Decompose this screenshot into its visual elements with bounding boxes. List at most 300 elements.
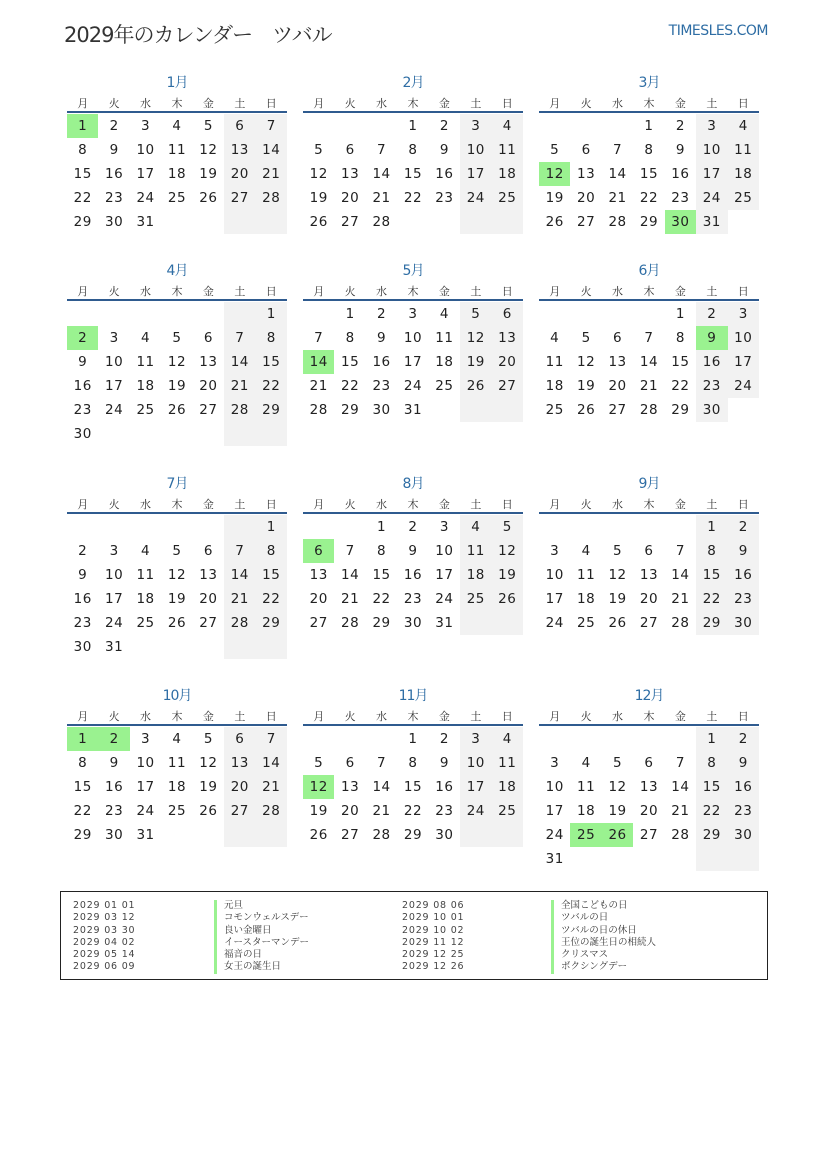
day-cell[interactable]: 1 — [345, 306, 355, 322]
day-cell[interactable]: 21 — [372, 190, 391, 206]
day-cell[interactable]: 16 — [435, 166, 454, 182]
day-cell[interactable]: 9 — [675, 142, 685, 158]
day-cell[interactable]: 3 — [550, 755, 560, 771]
day-cell[interactable]: 1 — [256, 515, 287, 539]
day-cell[interactable]: 17 — [545, 803, 564, 819]
day-cell[interactable]: 29 — [696, 611, 727, 635]
day-cell[interactable]: 17 — [460, 775, 491, 799]
day-cell[interactable]: 8 — [256, 539, 287, 563]
day-cell[interactable]: 21 — [224, 374, 255, 398]
day-cell[interactable]: 6 — [345, 142, 355, 158]
day-cell[interactable]: 3 — [141, 118, 151, 134]
day-cell[interactable]: 20 — [639, 591, 659, 607]
day-cell[interactable]: 20 — [199, 378, 218, 394]
day-cell[interactable]: 12 — [608, 567, 627, 583]
day-cell[interactable]: 11 — [545, 354, 564, 370]
day-cell[interactable]: 9 — [109, 755, 119, 771]
day-cell[interactable]: 13 — [309, 567, 328, 583]
day-cell[interactable]: 13 — [577, 166, 596, 182]
day-cell[interactable]: 15 — [671, 354, 690, 370]
day-cell[interactable]: 13 — [224, 138, 255, 162]
day-cell[interactable]: 19 — [199, 166, 218, 182]
day-cell[interactable]: 14 — [639, 354, 659, 370]
day-cell[interactable]: 17 — [460, 162, 491, 186]
day-cell[interactable]: 2 — [728, 515, 759, 539]
day-cell[interactable]: 5 — [314, 755, 324, 771]
day-cell[interactable]: 4 — [439, 306, 449, 322]
day-cell[interactable]: 29 — [696, 823, 727, 847]
day-cell[interactable]: 7 — [314, 330, 324, 346]
day-cell[interactable]: 3 — [439, 519, 449, 535]
day-cell[interactable]: 11 — [435, 330, 454, 346]
day-cell[interactable]: 15 — [256, 563, 287, 587]
day-cell[interactable]: 28 — [309, 402, 328, 418]
day-cell[interactable]: 8 — [78, 755, 88, 771]
day-cell[interactable]: 10 — [136, 755, 155, 771]
day-cell[interactable]: 18 — [435, 354, 454, 370]
day-cell[interactable]: 6 — [203, 330, 213, 346]
day-cell[interactable]: 24 — [728, 374, 759, 398]
day-cell[interactable]: 13 — [341, 166, 360, 182]
day-cell[interactable]: 6 — [613, 330, 623, 346]
day-cell[interactable]: 7 — [675, 543, 685, 559]
day-cell[interactable]: 30 — [403, 615, 423, 631]
day-cell[interactable]: 9 — [78, 567, 88, 583]
day-cell[interactable]: 22 — [696, 799, 727, 823]
day-cell[interactable]: 11 — [167, 755, 187, 771]
day-cell[interactable]: 10 — [105, 354, 124, 370]
day-cell[interactable]: 11 — [167, 142, 187, 158]
day-cell[interactable]: 14 — [256, 138, 287, 162]
day-cell[interactable]: 25 — [435, 378, 454, 394]
day-cell[interactable]: 6 — [644, 755, 654, 771]
day-cell[interactable]: 19 — [577, 378, 596, 394]
day-cell[interactable]: 16 — [728, 775, 759, 799]
day-cell[interactable]: 27 — [224, 186, 255, 210]
day-cell[interactable]: 8 — [377, 543, 387, 559]
day-cell[interactable]: 2 — [439, 118, 449, 134]
day-cell[interactable]: 2 — [439, 731, 449, 747]
day-cell[interactable]: 17 — [136, 779, 155, 795]
day-cell[interactable]: 30 — [73, 639, 92, 655]
day-cell[interactable]: 5 — [203, 118, 213, 134]
day-cell[interactable]: 24 — [696, 186, 727, 210]
holiday-day-cell[interactable]: 14 — [303, 350, 334, 374]
day-cell[interactable]: 16 — [73, 378, 92, 394]
day-cell[interactable]: 30 — [728, 611, 759, 635]
day-cell[interactable]: 23 — [728, 587, 759, 611]
day-cell[interactable]: 13 — [639, 567, 659, 583]
day-cell[interactable]: 19 — [167, 591, 187, 607]
holiday-day-cell[interactable]: 25 — [570, 823, 601, 847]
day-cell[interactable]: 13 — [224, 751, 255, 775]
day-cell[interactable]: 11 — [728, 138, 759, 162]
day-cell[interactable]: 18 — [728, 162, 759, 186]
holiday-day-cell[interactable]: 12 — [303, 775, 334, 799]
day-cell[interactable]: 16 — [696, 350, 727, 374]
day-cell[interactable]: 14 — [608, 166, 627, 182]
day-cell[interactable]: 5 — [203, 731, 213, 747]
day-cell[interactable]: 25 — [167, 190, 187, 206]
day-cell[interactable]: 15 — [372, 567, 391, 583]
day-cell[interactable]: 27 — [341, 214, 360, 230]
day-cell[interactable]: 1 — [644, 118, 654, 134]
day-cell[interactable]: 23 — [728, 799, 759, 823]
day-cell[interactable]: 22 — [256, 374, 287, 398]
day-cell[interactable]: 3 — [728, 302, 759, 326]
day-cell[interactable]: 21 — [671, 591, 690, 607]
day-cell[interactable]: 8 — [408, 142, 418, 158]
day-cell[interactable]: 14 — [671, 779, 690, 795]
day-cell[interactable]: 27 — [309, 615, 328, 631]
day-cell[interactable]: 26 — [167, 615, 187, 631]
holiday-day-cell[interactable]: 6 — [303, 539, 334, 563]
day-cell[interactable]: 18 — [167, 166, 187, 182]
day-cell[interactable]: 21 — [608, 190, 627, 206]
day-cell[interactable]: 12 — [460, 326, 491, 350]
day-cell[interactable]: 12 — [199, 142, 218, 158]
day-cell[interactable]: 16 — [671, 166, 690, 182]
day-cell[interactable]: 13 — [199, 567, 218, 583]
day-cell[interactable]: 3 — [550, 543, 560, 559]
day-cell[interactable]: 15 — [696, 563, 727, 587]
holiday-day-cell[interactable]: 1 — [67, 114, 98, 138]
day-cell[interactable]: 12 — [608, 779, 627, 795]
day-cell[interactable]: 24 — [136, 190, 155, 206]
day-cell[interactable]: 27 — [199, 402, 218, 418]
holiday-day-cell[interactable]: 12 — [539, 162, 570, 186]
day-cell[interactable]: 5 — [172, 330, 182, 346]
day-cell[interactable]: 4 — [460, 515, 491, 539]
day-cell[interactable]: 29 — [403, 827, 423, 843]
day-cell[interactable]: 15 — [403, 166, 423, 182]
day-cell[interactable]: 28 — [639, 402, 659, 418]
day-cell[interactable]: 17 — [545, 591, 564, 607]
day-cell[interactable]: 28 — [372, 214, 391, 230]
day-cell[interactable]: 29 — [372, 615, 391, 631]
day-cell[interactable]: 12 — [199, 755, 218, 771]
day-cell[interactable]: 12 — [309, 166, 328, 182]
holiday-day-cell[interactable]: 2 — [67, 326, 98, 350]
day-cell[interactable]: 19 — [460, 350, 491, 374]
day-cell[interactable]: 5 — [550, 142, 560, 158]
day-cell[interactable]: 26 — [460, 374, 491, 398]
day-cell[interactable]: 23 — [671, 190, 690, 206]
day-cell[interactable]: 29 — [256, 398, 287, 422]
day-cell[interactable]: 31 — [696, 210, 727, 234]
day-cell[interactable]: 2 — [675, 118, 685, 134]
day-cell[interactable]: 31 — [105, 639, 124, 655]
day-cell[interactable]: 23 — [696, 374, 727, 398]
day-cell[interactable]: 30 — [696, 398, 727, 422]
day-cell[interactable]: 30 — [105, 827, 124, 843]
day-cell[interactable]: 6 — [224, 727, 255, 751]
day-cell[interactable]: 4 — [550, 330, 560, 346]
day-cell[interactable]: 15 — [341, 354, 360, 370]
day-cell[interactable]: 22 — [403, 190, 423, 206]
day-cell[interactable]: 14 — [256, 751, 287, 775]
day-cell[interactable]: 5 — [314, 142, 324, 158]
day-cell[interactable]: 5 — [492, 515, 523, 539]
day-cell[interactable]: 15 — [73, 166, 92, 182]
day-cell[interactable]: 20 — [224, 775, 255, 799]
day-cell[interactable]: 4 — [172, 731, 182, 747]
day-cell[interactable]: 29 — [639, 214, 659, 230]
day-cell[interactable]: 31 — [545, 851, 564, 867]
day-cell[interactable]: 21 — [256, 162, 287, 186]
day-cell[interactable]: 10 — [545, 779, 564, 795]
day-cell[interactable]: 7 — [613, 142, 623, 158]
day-cell[interactable]: 17 — [696, 162, 727, 186]
day-cell[interactable]: 21 — [256, 775, 287, 799]
day-cell[interactable]: 17 — [105, 591, 124, 607]
day-cell[interactable]: 4 — [492, 727, 523, 751]
day-cell[interactable]: 28 — [671, 615, 690, 631]
day-cell[interactable]: 14 — [372, 166, 391, 182]
day-cell[interactable]: 24 — [403, 378, 423, 394]
day-cell[interactable]: 7 — [675, 755, 685, 771]
day-cell[interactable]: 10 — [696, 138, 727, 162]
day-cell[interactable]: 8 — [696, 539, 727, 563]
day-cell[interactable]: 24 — [105, 615, 124, 631]
day-cell[interactable]: 3 — [141, 731, 151, 747]
day-cell[interactable]: 16 — [728, 563, 759, 587]
day-cell[interactable]: 19 — [309, 190, 328, 206]
day-cell[interactable]: 11 — [492, 138, 523, 162]
day-cell[interactable]: 17 — [728, 350, 759, 374]
day-cell[interactable]: 13 — [199, 354, 218, 370]
day-cell[interactable]: 30 — [728, 823, 759, 847]
day-cell[interactable]: 4 — [581, 543, 591, 559]
day-cell[interactable]: 10 — [545, 567, 564, 583]
day-cell[interactable]: 10 — [105, 567, 124, 583]
day-cell[interactable]: 12 — [167, 567, 187, 583]
day-cell[interactable]: 11 — [136, 354, 155, 370]
day-cell[interactable]: 23 — [73, 615, 92, 631]
day-cell[interactable]: 9 — [78, 354, 88, 370]
day-cell[interactable]: 23 — [372, 378, 391, 394]
day-cell[interactable]: 20 — [577, 190, 596, 206]
site-logo[interactable]: TIMESLES.COM — [668, 23, 768, 39]
day-cell[interactable]: 15 — [256, 350, 287, 374]
day-cell[interactable]: 30 — [105, 214, 124, 230]
day-cell[interactable]: 25 — [136, 615, 155, 631]
day-cell[interactable]: 22 — [341, 378, 360, 394]
day-cell[interactable]: 8 — [78, 142, 88, 158]
day-cell[interactable]: 20 — [309, 591, 328, 607]
day-cell[interactable]: 12 — [577, 354, 596, 370]
day-cell[interactable]: 23 — [403, 591, 423, 607]
day-cell[interactable]: 26 — [545, 214, 564, 230]
day-cell[interactable]: 20 — [639, 803, 659, 819]
day-cell[interactable]: 5 — [460, 302, 491, 326]
day-cell[interactable]: 25 — [167, 803, 187, 819]
day-cell[interactable]: 4 — [141, 543, 151, 559]
day-cell[interactable]: 26 — [199, 190, 218, 206]
day-cell[interactable]: 14 — [224, 350, 255, 374]
day-cell[interactable]: 19 — [608, 591, 627, 607]
day-cell[interactable]: 11 — [492, 751, 523, 775]
day-cell[interactable]: 23 — [435, 190, 454, 206]
day-cell[interactable]: 16 — [403, 567, 423, 583]
day-cell[interactable]: 24 — [545, 827, 564, 843]
day-cell[interactable]: 20 — [341, 803, 360, 819]
day-cell[interactable]: 25 — [136, 402, 155, 418]
day-cell[interactable]: 30 — [435, 827, 454, 843]
day-cell[interactable]: 22 — [73, 190, 92, 206]
day-cell[interactable]: 16 — [105, 779, 124, 795]
day-cell[interactable]: 28 — [608, 214, 627, 230]
day-cell[interactable]: 24 — [460, 186, 491, 210]
day-cell[interactable]: 21 — [671, 803, 690, 819]
day-cell[interactable]: 19 — [167, 378, 187, 394]
day-cell[interactable]: 18 — [460, 563, 491, 587]
holiday-day-cell[interactable]: 26 — [602, 823, 633, 847]
day-cell[interactable]: 24 — [136, 803, 155, 819]
day-cell[interactable]: 26 — [309, 827, 328, 843]
day-cell[interactable]: 17 — [136, 166, 155, 182]
day-cell[interactable]: 17 — [435, 567, 454, 583]
day-cell[interactable]: 22 — [639, 190, 659, 206]
day-cell[interactable]: 19 — [608, 803, 627, 819]
day-cell[interactable]: 14 — [224, 563, 255, 587]
day-cell[interactable]: 20 — [492, 350, 523, 374]
day-cell[interactable]: 23 — [105, 190, 124, 206]
day-cell[interactable]: 22 — [73, 803, 92, 819]
day-cell[interactable]: 10 — [403, 330, 423, 346]
day-cell[interactable]: 2 — [728, 727, 759, 751]
day-cell[interactable]: 20 — [608, 378, 627, 394]
day-cell[interactable]: 30 — [372, 402, 391, 418]
day-cell[interactable]: 1 — [408, 118, 418, 134]
day-cell[interactable]: 18 — [136, 591, 155, 607]
day-cell[interactable]: 11 — [460, 539, 491, 563]
day-cell[interactable]: 14 — [372, 779, 391, 795]
day-cell[interactable]: 5 — [581, 330, 591, 346]
day-cell[interactable]: 7 — [377, 755, 387, 771]
day-cell[interactable]: 28 — [224, 611, 255, 635]
day-cell[interactable]: 7 — [224, 539, 255, 563]
day-cell[interactable]: 9 — [728, 751, 759, 775]
day-cell[interactable]: 18 — [492, 162, 523, 186]
day-cell[interactable]: 4 — [492, 114, 523, 138]
day-cell[interactable]: 29 — [73, 827, 92, 843]
day-cell[interactable]: 18 — [577, 803, 596, 819]
day-cell[interactable]: 11 — [577, 567, 596, 583]
day-cell[interactable]: 10 — [435, 543, 454, 559]
day-cell[interactable]: 6 — [581, 142, 591, 158]
day-cell[interactable]: 10 — [460, 751, 491, 775]
day-cell[interactable]: 22 — [372, 591, 391, 607]
day-cell[interactable]: 1 — [696, 515, 727, 539]
day-cell[interactable]: 8 — [696, 751, 727, 775]
day-cell[interactable]: 29 — [671, 402, 690, 418]
day-cell[interactable]: 8 — [644, 142, 654, 158]
day-cell[interactable]: 26 — [608, 615, 627, 631]
day-cell[interactable]: 22 — [256, 587, 287, 611]
day-cell[interactable]: 29 — [341, 402, 360, 418]
day-cell[interactable]: 19 — [199, 779, 218, 795]
day-cell[interactable]: 7 — [256, 114, 287, 138]
day-cell[interactable]: 12 — [167, 354, 187, 370]
day-cell[interactable]: 11 — [136, 567, 155, 583]
day-cell[interactable]: 7 — [644, 330, 654, 346]
day-cell[interactable]: 11 — [577, 779, 596, 795]
day-cell[interactable]: 21 — [341, 591, 360, 607]
day-cell[interactable]: 10 — [460, 138, 491, 162]
day-cell[interactable]: 17 — [105, 378, 124, 394]
day-cell[interactable]: 19 — [545, 190, 564, 206]
holiday-day-cell[interactable]: 9 — [696, 326, 727, 350]
day-cell[interactable]: 15 — [73, 779, 92, 795]
day-cell[interactable]: 24 — [545, 615, 564, 631]
day-cell[interactable]: 20 — [224, 162, 255, 186]
day-cell[interactable]: 3 — [109, 330, 119, 346]
day-cell[interactable]: 8 — [256, 326, 287, 350]
day-cell[interactable]: 2 — [696, 302, 727, 326]
day-cell[interactable]: 16 — [435, 779, 454, 795]
day-cell[interactable]: 1 — [377, 519, 387, 535]
day-cell[interactable]: 23 — [105, 803, 124, 819]
day-cell[interactable]: 18 — [492, 775, 523, 799]
day-cell[interactable]: 21 — [224, 587, 255, 611]
day-cell[interactable]: 1 — [256, 302, 287, 326]
day-cell[interactable]: 10 — [136, 142, 155, 158]
day-cell[interactable]: 25 — [545, 402, 564, 418]
day-cell[interactable]: 14 — [671, 567, 690, 583]
day-cell[interactable]: 9 — [109, 142, 119, 158]
day-cell[interactable]: 4 — [581, 755, 591, 771]
holiday-day-cell[interactable]: 30 — [665, 210, 696, 234]
day-cell[interactable]: 29 — [73, 214, 92, 230]
day-cell[interactable]: 1 — [675, 306, 685, 322]
holiday-day-cell[interactable]: 2 — [98, 727, 129, 751]
day-cell[interactable]: 22 — [403, 803, 423, 819]
day-cell[interactable]: 5 — [613, 755, 623, 771]
day-cell[interactable]: 27 — [492, 374, 523, 398]
day-cell[interactable]: 3 — [460, 727, 491, 751]
day-cell[interactable]: 28 — [372, 827, 391, 843]
day-cell[interactable]: 26 — [199, 803, 218, 819]
day-cell[interactable]: 6 — [345, 755, 355, 771]
day-cell[interactable]: 19 — [492, 563, 523, 587]
day-cell[interactable]: 21 — [639, 378, 659, 394]
day-cell[interactable]: 9 — [377, 330, 387, 346]
day-cell[interactable]: 19 — [309, 803, 328, 819]
day-cell[interactable]: 8 — [408, 755, 418, 771]
day-cell[interactable]: 28 — [671, 827, 690, 843]
day-cell[interactable]: 2 — [78, 543, 88, 559]
day-cell[interactable]: 12 — [492, 539, 523, 563]
day-cell[interactable]: 4 — [141, 330, 151, 346]
day-cell[interactable]: 13 — [608, 354, 627, 370]
day-cell[interactable]: 25 — [492, 799, 523, 823]
day-cell[interactable]: 7 — [345, 543, 355, 559]
day-cell[interactable]: 16 — [372, 354, 391, 370]
day-cell[interactable]: 7 — [377, 142, 387, 158]
day-cell[interactable]: 18 — [136, 378, 155, 394]
day-cell[interactable]: 7 — [256, 727, 287, 751]
day-cell[interactable]: 28 — [224, 398, 255, 422]
day-cell[interactable]: 4 — [172, 118, 182, 134]
day-cell[interactable]: 3 — [408, 306, 418, 322]
day-cell[interactable]: 25 — [492, 186, 523, 210]
day-cell[interactable]: 18 — [545, 378, 564, 394]
day-cell[interactable]: 6 — [492, 302, 523, 326]
day-cell[interactable]: 1 — [408, 731, 418, 747]
day-cell[interactable]: 8 — [345, 330, 355, 346]
day-cell[interactable]: 25 — [728, 186, 759, 210]
